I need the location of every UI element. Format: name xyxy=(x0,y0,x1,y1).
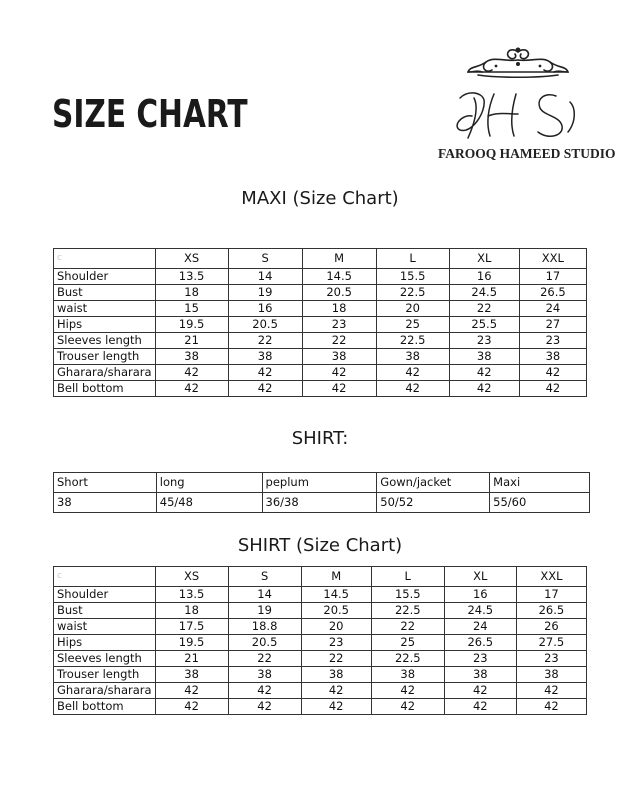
table-cell: 22 xyxy=(301,651,371,667)
table-cell: 14.5 xyxy=(302,269,376,285)
size-header: XL xyxy=(444,567,516,587)
table-cell: 42 xyxy=(371,683,444,699)
table-cell: 55/60 xyxy=(490,493,590,513)
table-cell: 42 xyxy=(516,683,586,699)
size-header: L xyxy=(376,249,449,269)
table-cell: 19 xyxy=(228,603,301,619)
row-label: Gharara/sharara xyxy=(54,683,156,699)
table-cell: 22.5 xyxy=(376,333,449,349)
table-cell: 42 xyxy=(155,683,228,699)
row-label: waist xyxy=(54,301,156,317)
brand-logo xyxy=(438,42,616,167)
table-cell: 26.5 xyxy=(444,635,516,651)
logo-monogram: FHS xyxy=(494,102,549,135)
table-row xyxy=(54,349,587,365)
row-label: Bell bottom xyxy=(54,381,156,397)
table-cell: 36/38 xyxy=(262,493,377,513)
corner-cell: c xyxy=(54,249,156,269)
table-cell: 38 xyxy=(444,667,516,683)
column-header: Maxi xyxy=(490,473,590,493)
row-label: Bust xyxy=(54,285,156,301)
table-cell: 13.5 xyxy=(155,587,228,603)
table-row xyxy=(54,683,587,699)
row-label: Bell bottom xyxy=(54,699,156,715)
table-cell: 27.5 xyxy=(516,635,586,651)
column-header: Gown/jacket xyxy=(377,473,490,493)
table-row xyxy=(54,269,587,285)
table-cell: 42 xyxy=(155,699,228,715)
size-header: XS xyxy=(155,567,228,587)
table-cell: 20.5 xyxy=(302,285,376,301)
table-cell: 42 xyxy=(449,381,519,397)
table-cell: 42 xyxy=(449,365,519,381)
table-cell: 42 xyxy=(519,381,586,397)
size-header: L xyxy=(371,567,444,587)
table-cell: 15.5 xyxy=(371,587,444,603)
table-cell: 42 xyxy=(302,365,376,381)
table-cell: 21 xyxy=(155,651,228,667)
table-cell: 19.5 xyxy=(155,635,228,651)
table-cell: 23 xyxy=(302,317,376,333)
shirt-size-table xyxy=(53,566,587,715)
table-cell: 38 xyxy=(302,349,376,365)
table-cell: 38 xyxy=(301,667,371,683)
maxi-size-table xyxy=(53,248,587,397)
table-cell: 23 xyxy=(516,651,586,667)
table-cell: 38 xyxy=(155,667,228,683)
size-header-row xyxy=(54,567,587,587)
table-cell: 42 xyxy=(444,683,516,699)
table-cell: 42 xyxy=(302,381,376,397)
table-cell: 42 xyxy=(228,381,302,397)
table-cell: 42 xyxy=(228,683,301,699)
table-cell: 38 xyxy=(519,349,586,365)
row-label: Trouser length xyxy=(54,349,156,365)
table-cell: 18 xyxy=(155,603,228,619)
table-cell: 18 xyxy=(302,301,376,317)
shirt-heading: SHIRT: xyxy=(291,428,349,449)
table-cell: 42 xyxy=(516,699,586,715)
table-cell: 21 xyxy=(155,333,228,349)
column-header: long xyxy=(156,473,262,493)
table-cell: 42 xyxy=(376,365,449,381)
table-cell: 19.5 xyxy=(155,317,228,333)
row-label: Shoulder xyxy=(54,587,156,603)
table-cell: 42 xyxy=(301,699,371,715)
table-cell: 13.5 xyxy=(155,269,228,285)
table-cell: 26.5 xyxy=(516,603,586,619)
table-cell: 24 xyxy=(444,619,516,635)
table-cell: 38 xyxy=(228,667,301,683)
table-cell: 42 xyxy=(228,365,302,381)
table-cell: 22.5 xyxy=(371,651,444,667)
table-row xyxy=(54,317,587,333)
table-cell: 20.5 xyxy=(228,317,302,333)
size-header: S xyxy=(228,249,302,269)
table-cell: 45/48 xyxy=(156,493,262,513)
table-cell: 22.5 xyxy=(371,603,444,619)
row-label: Sleeves length xyxy=(54,651,156,667)
table-cell: 20 xyxy=(301,619,371,635)
row-label: Hips xyxy=(54,317,156,333)
table-row xyxy=(54,699,587,715)
table-cell: 38 xyxy=(54,493,157,513)
table-cell: 38 xyxy=(155,349,228,365)
maxi-heading: MAXI (Size Chart) xyxy=(241,188,399,209)
table-row xyxy=(54,651,587,667)
row-label: Shoulder xyxy=(54,269,156,285)
table-row xyxy=(54,285,587,301)
table-cell: 19 xyxy=(228,285,302,301)
table-cell: 23 xyxy=(444,651,516,667)
table-cell: 42 xyxy=(444,699,516,715)
table-cell: 42 xyxy=(376,381,449,397)
table-cell: 18.8 xyxy=(228,619,301,635)
table-cell: 16 xyxy=(228,301,302,317)
size-header-row xyxy=(54,249,587,269)
size-header: S xyxy=(228,567,301,587)
table-cell: 22 xyxy=(302,333,376,349)
table-cell: 24.5 xyxy=(449,285,519,301)
shirt-value-row xyxy=(54,493,590,513)
table-cell: 38 xyxy=(449,349,519,365)
table-cell: 22.5 xyxy=(376,285,449,301)
table-cell: 23 xyxy=(449,333,519,349)
size-header: XL xyxy=(449,249,519,269)
table-row xyxy=(54,301,587,317)
shirt-length-table xyxy=(53,472,590,513)
table-cell: 38 xyxy=(376,349,449,365)
table-cell: 17.5 xyxy=(155,619,228,635)
table-cell: 27 xyxy=(519,317,586,333)
size-header: M xyxy=(301,567,371,587)
table-cell: 18 xyxy=(155,285,228,301)
table-cell: 16 xyxy=(444,587,516,603)
table-cell: 24.5 xyxy=(444,603,516,619)
row-label: Sleeves length xyxy=(54,333,156,349)
table-cell: 26.5 xyxy=(519,285,586,301)
column-header: Short xyxy=(54,473,157,493)
table-cell: 20.5 xyxy=(228,635,301,651)
column-header: peplum xyxy=(262,473,377,493)
row-label: Gharara/sharara xyxy=(54,365,156,381)
table-cell: 24 xyxy=(519,301,586,317)
table-row xyxy=(54,667,587,683)
table-cell: 20.5 xyxy=(301,603,371,619)
table-cell: 14 xyxy=(228,269,302,285)
table-cell: 50/52 xyxy=(377,493,490,513)
row-label: waist xyxy=(54,619,156,635)
table-cell: 26 xyxy=(516,619,586,635)
table-cell: 38 xyxy=(371,667,444,683)
table-cell: 42 xyxy=(301,683,371,699)
table-cell: 20 xyxy=(376,301,449,317)
table-cell: 23 xyxy=(301,635,371,651)
table-row xyxy=(54,635,587,651)
size-header: XXL xyxy=(516,567,586,587)
table-row xyxy=(54,333,587,349)
row-label: Trouser length xyxy=(54,667,156,683)
table-row xyxy=(54,603,587,619)
table-cell: 14.5 xyxy=(301,587,371,603)
table-cell: 25.5 xyxy=(449,317,519,333)
row-label: Hips xyxy=(54,635,156,651)
table-row xyxy=(54,619,587,635)
table-cell: 38 xyxy=(228,349,302,365)
table-cell: 25 xyxy=(371,635,444,651)
table-cell: 22 xyxy=(371,619,444,635)
brand-name: FAROOQ HAMEED STUDIO xyxy=(438,146,616,161)
table-cell: 42 xyxy=(371,699,444,715)
table-cell: 38 xyxy=(516,667,586,683)
table-cell: 15 xyxy=(155,301,228,317)
row-label: Bust xyxy=(54,603,156,619)
table-cell: 42 xyxy=(519,365,586,381)
table-cell: 22 xyxy=(228,333,302,349)
table-cell: 22 xyxy=(449,301,519,317)
table-cell: 16 xyxy=(449,269,519,285)
size-header: XXL xyxy=(519,249,586,269)
shirt-header-row xyxy=(54,473,590,493)
table-cell: 17 xyxy=(516,587,586,603)
table-cell: 14 xyxy=(228,587,301,603)
table-cell: 42 xyxy=(155,365,228,381)
table-cell: 22 xyxy=(228,651,301,667)
size-header: XS xyxy=(155,249,228,269)
ornament-icon xyxy=(438,42,598,146)
table-row xyxy=(54,365,587,381)
table-cell: 15.5 xyxy=(376,269,449,285)
table-cell: 25 xyxy=(376,317,449,333)
table-cell: 42 xyxy=(155,381,228,397)
table-cell: 42 xyxy=(228,699,301,715)
table-cell: 23 xyxy=(519,333,586,349)
page-title: SIZE CHART xyxy=(52,92,248,136)
table-row xyxy=(54,381,587,397)
size-header: M xyxy=(302,249,376,269)
shirt-size-heading: SHIRT (Size Chart) xyxy=(237,535,403,556)
table-row xyxy=(54,587,587,603)
table-cell: 17 xyxy=(519,269,586,285)
corner-cell: c xyxy=(54,567,156,587)
